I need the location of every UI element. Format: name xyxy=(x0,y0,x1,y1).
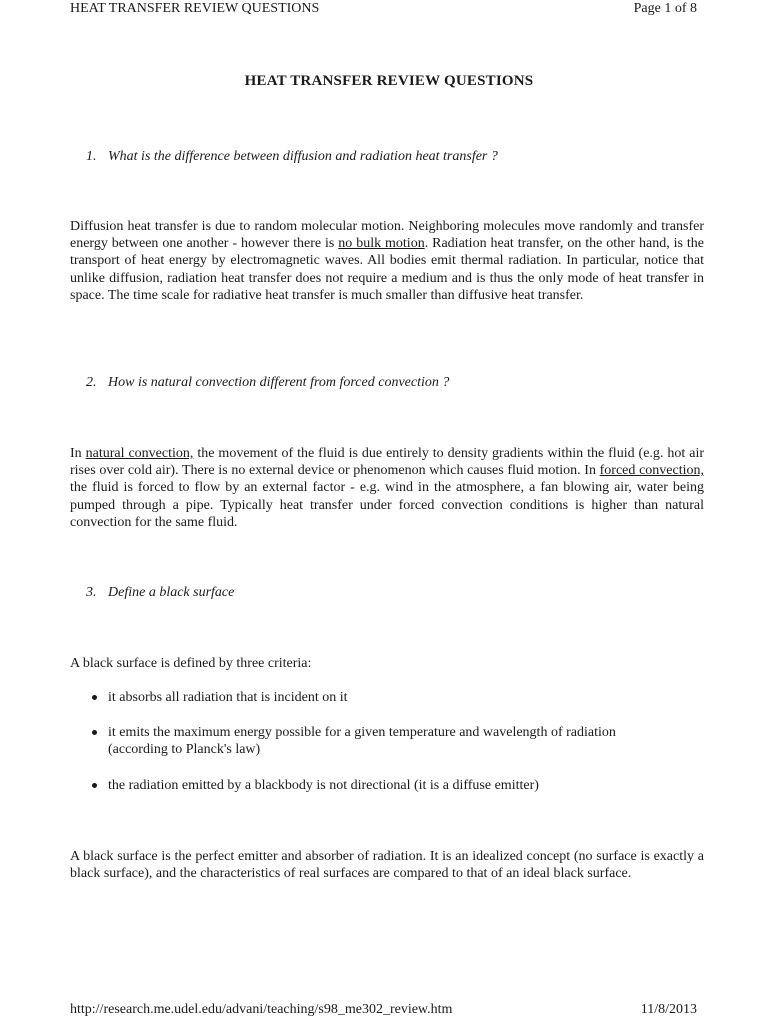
list-item xyxy=(90,777,670,794)
answer-1-text-a: Diffusion heat transfer is due to random molecular motion. Neighboring molecules move randomly and transfer energy between one another - however there is xyxy=(70,219,704,252)
source-url: http://research.me.udel.edu/advani/teaching/s98_me302_review.htm xyxy=(70,1002,453,1017)
criteria-list xyxy=(90,689,670,794)
list-item xyxy=(90,724,670,758)
bullet-icon xyxy=(92,695,97,700)
question-text: Define a black surface xyxy=(108,585,235,600)
answer-2-text-c: the fluid is forced to flow by an external factor - e.g. wind in the atmosphere, a fan blowing air, water being pumped through a pipe. Typically heat transfer under forced convection conditions is higher than natural convection for the same fluid. xyxy=(70,480,704,530)
question-number: 3. xyxy=(86,585,97,600)
bullet-icon xyxy=(92,783,97,788)
answer-1-text-b: . Radiation heat transfer, on the other hand, is the transport of heat energy by electromagnetic waves. All bodies emit thermal radiation. In particular, notice that unlike diffusion, radiation heat transfer does not require a medium and is thus the only mode of heat transfer in space. The time scale for radiative heat transfer is much smaller than diffusive heat transfer. xyxy=(70,236,705,303)
running-title: HEAT TRANSFER REVIEW QUESTIONS xyxy=(70,1,320,16)
question-number: 1. xyxy=(86,149,97,164)
page-footer xyxy=(70,1001,697,1021)
answer-1-underlined-term: no bulk motion xyxy=(338,236,425,252)
document-title: HEAT TRANSFER REVIEW QUESTIONS xyxy=(244,73,534,89)
page-indicator: Page 1 of 8 xyxy=(633,1,697,16)
answer-1-paragraph xyxy=(70,218,704,304)
answer-3-conclusion: A black surface is the perfect emitter and absorber of radiation. It is an idealized concept (no surface is exactly a black surface), and the characteristics of real surfaces are compared to that of an ideal black surface. xyxy=(70,849,704,882)
answer-2-paragraph xyxy=(70,445,704,531)
answer-2-underlined-term-1: natural convection, xyxy=(85,446,194,461)
answer-2-underlined-term-2: forced convection, xyxy=(599,463,704,479)
question-1 xyxy=(86,148,498,166)
print-date: 11/8/2013 xyxy=(640,1002,697,1017)
question-2 xyxy=(86,374,449,392)
list-item xyxy=(90,689,670,706)
question-text: How is natural convection different from forced convection ? xyxy=(108,375,450,390)
running-header xyxy=(70,0,697,20)
question-text: What is the difference between diffusion and radiation heat transfer ? xyxy=(108,149,498,164)
answer-2-text-a: In xyxy=(70,446,86,461)
answer-2-text-b: the movement of the fluid is due entirely to density gradients within the fluid (e.g. hot air rises over cold air). There is no external device or phenomenon which causes fluid motion. In xyxy=(70,446,704,479)
list-item-text: it emits the maximum energy possible for a given temperature and wavelength of radiation (according to Planck's law) xyxy=(108,725,616,758)
list-item-text: the radiation emitted by a blackbody is not directional (it is a diffuse emitter) xyxy=(108,777,539,793)
question-3 xyxy=(86,584,234,602)
bullet-icon xyxy=(92,730,97,735)
question-number: 2. xyxy=(86,375,97,390)
list-item-text: it absorbs all radiation that is incident on it xyxy=(108,690,348,705)
answer-3-intro: A black surface is defined by three criteria: xyxy=(70,656,312,671)
